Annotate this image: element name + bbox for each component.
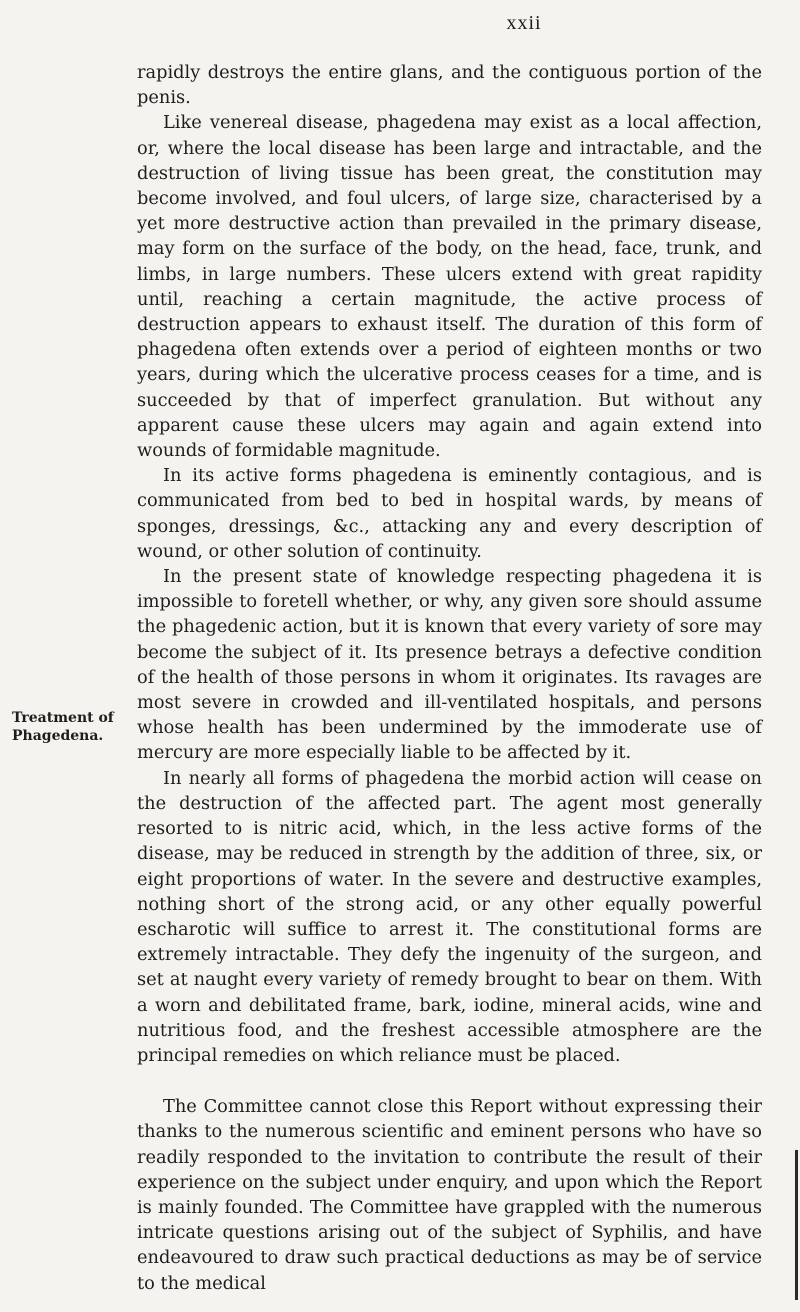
paragraph: rapidly destroys the entire glans, and the contiguous portion of the penis. (137, 62, 762, 109)
page-number: xxii (506, 12, 542, 34)
margin-note-line: Treatment of (12, 710, 114, 726)
paragraph: In the present state of knowledge respecting phagedena it is impossible to foretell whether, or why, any given sore should assume the phagedenic action, but it is known that every variety of sore may become the subject of it. Its presence betrays a defective condition of the health of those persons in whom it originates. Its ravages are most severe in crowded and ill-ventilated hospitals, and persons whose health has been undermined by the immoderate use of mercury are more especially liable to be affected by it. (137, 566, 762, 764)
paragraph-conclusion: The Committee cannot close this Report without expressing their thanks to the numerous scientific and eminent persons who have so readily responded to the invitation to contribute the result of their experience on the subject under enquiry, and upon which the Report is mainly founded. The Committee have grappled with the numerous intricate questions arising out of the subject of Syphilis, and have endeavoured to draw such practical deductions as may be of service to the medical (137, 1096, 762, 1294)
paragraph: In its active forms phagedena is eminently contagious, and is communicated from bed to bed in hospital wards, by means of sponges, dressings, &c., attacking any and every description of wound, or other solution of continuity. (137, 465, 762, 562)
paragraph: Like venereal disease, phagedena may exist as a local affection, or, where the local disease has been large and intractable, and the destruction of living tissue has been great, the constitution may become involved, and foul ulcers, of large size, characterised by a yet more destructive action than prevailed in the primary disease, may form on the surface of the body, on the head, face, trunk, and limbs, in large numbers. These ulcers extend with great rapidity until, reaching a certain magnitude, the active process of destruction appears to exhaust itself. The duration of this form of phagedena often extends over a period of eighteen months or two years, during which the ulcerative process ceases for a time, and is succeeded by that of imperfect granulation. But without any apparent cause these ulcers may again and again extend into wounds of formidable magnitude. (137, 112, 762, 462)
body-text (137, 60, 762, 1296)
margin-note (12, 709, 137, 745)
paragraph-treatment: In nearly all forms of phagedena the morbid action will cease on the destruction of the affected part. The agent most generally resorted to is nitric acid, which, in the less active forms of the disease, may be reduced in strength by the addition of three, six, or eight proportions of water. In the severe and destructive examples, nothing short of the strong acid, or any other equally powerful escharotic will suffice to arrest it. The constitutional forms are extremely intractable. They defy the ingenuity of the surgeon, and set at naught every variety of remedy brought to bear on them. With a worn and debilitated frame, bark, iodine, mineral acids, wine and nutritious food, and the freshest accessible atmosphere are the principal remedies on which reliance must be placed. (137, 767, 762, 1066)
page-edge-shadow (795, 1150, 798, 1300)
margin-note-line: Phagedena. (12, 728, 104, 744)
